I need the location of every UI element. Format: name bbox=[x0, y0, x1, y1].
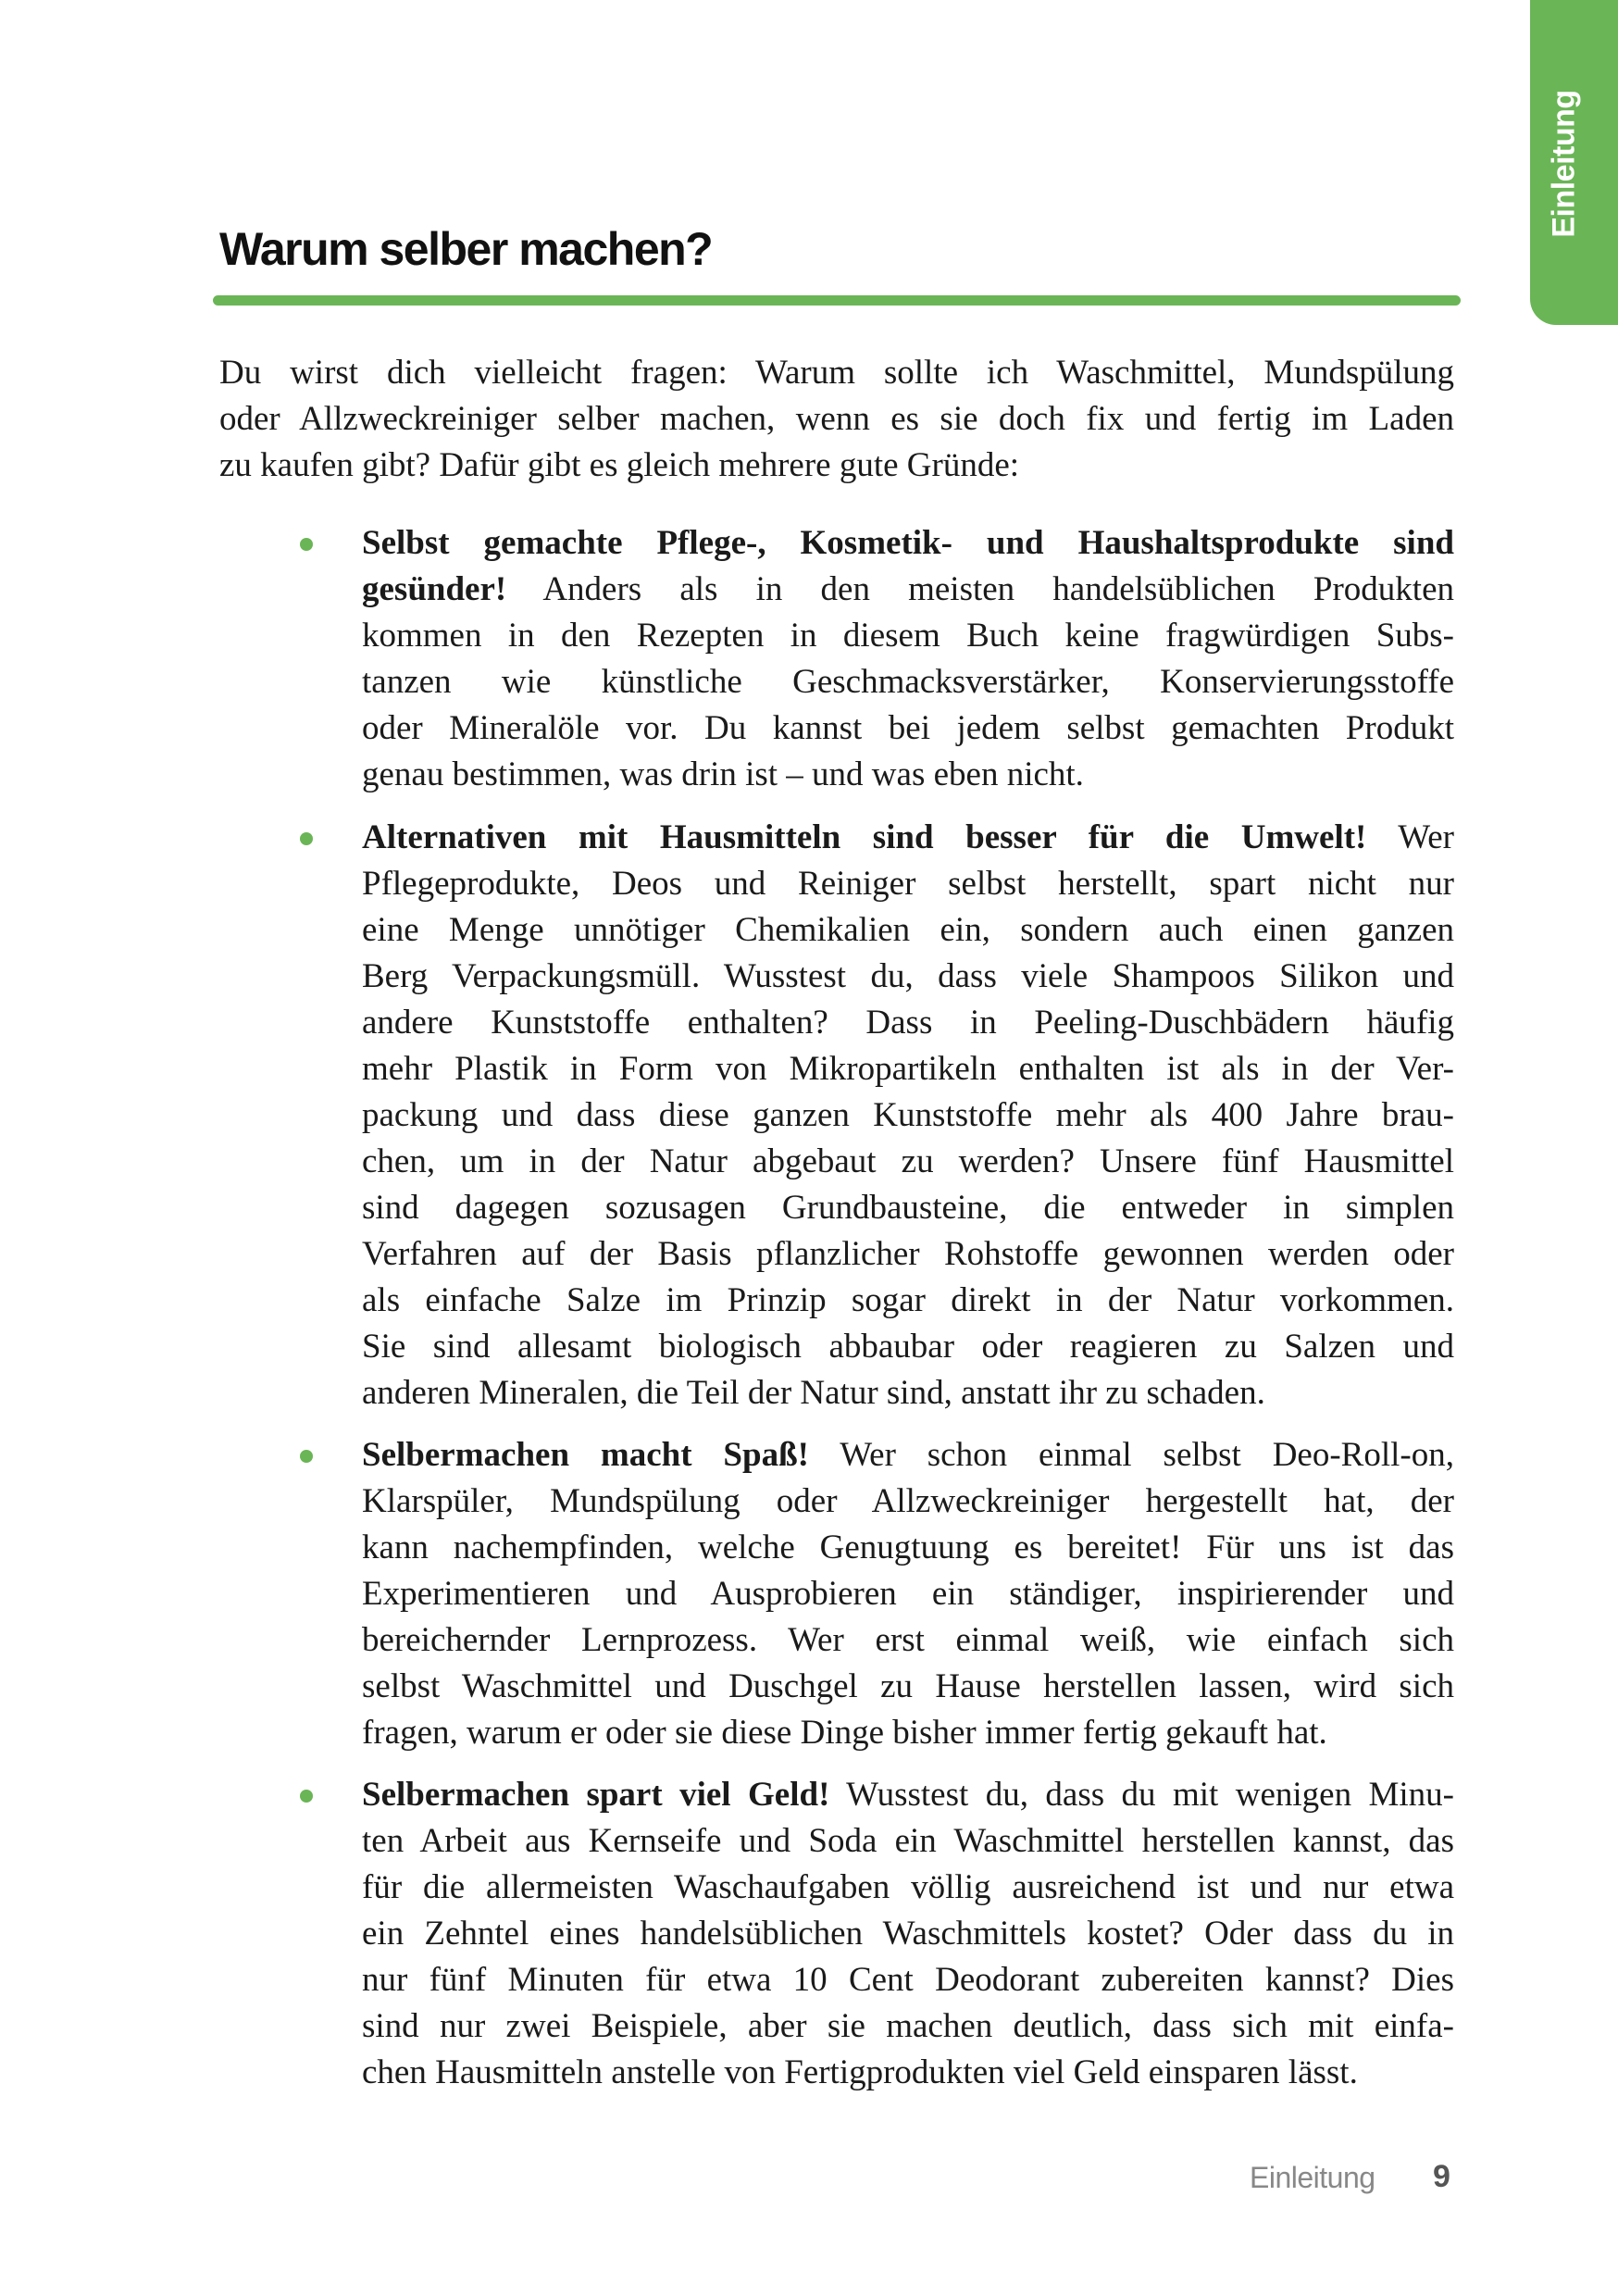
text-line bbox=[362, 1278, 1454, 1324]
bullet-item bbox=[362, 1432, 1454, 1756]
bullet-item bbox=[362, 815, 1454, 1416]
body-text: sind nur zwei Beispiele, aber sie machen deutlich, dass sich mit einfa- bbox=[362, 2007, 1454, 2045]
body-text: sind dagegen sozusagen Grundbausteine, die entweder in simplen bbox=[362, 1189, 1454, 1227]
text-line bbox=[362, 1710, 1454, 1756]
bold-lead-text: Alternativen mit Hausmitteln sind besser für die Umwelt! bbox=[362, 818, 1367, 856]
text-line bbox=[362, 1370, 1454, 1416]
body-text: Sie sind allesamt biologisch abbaubar oder reagieren zu Salzen und bbox=[362, 1328, 1454, 1366]
body-text: fragen, warum er oder sie diese Dinge bisher immer fertig gekauft hat. bbox=[362, 1714, 1327, 1752]
body-text: chen, um in der Natur abgebaut zu werden? Unsere fünf Hausmittel bbox=[362, 1142, 1454, 1180]
text-line bbox=[362, 520, 1454, 567]
text-line bbox=[362, 861, 1454, 907]
bold-lead-text: Selbermachen spart viel Geld! bbox=[362, 1776, 830, 1814]
bullet-icon bbox=[300, 538, 313, 551]
body-text: bereichernder Lernprozess. Wer erst einmal weiß, wie einfach sich bbox=[362, 1621, 1454, 1659]
text-line bbox=[219, 350, 1454, 396]
body-text: Du wirst dich vielleicht fragen: Warum sollte ich Waschmittel, Mundspülung bbox=[219, 354, 1454, 392]
body-text: mehr Plastik in Form von Mikropartikeln enthalten ist als in der Ver- bbox=[362, 1050, 1454, 1088]
bold-lead-text: Selbermachen macht Spaß! bbox=[362, 1436, 809, 1474]
text-line bbox=[362, 1571, 1454, 1617]
text-line bbox=[362, 815, 1454, 861]
body-text: packung und dass diese ganzen Kunststoffe mehr als 400 Jahre brau- bbox=[362, 1096, 1454, 1134]
text-line bbox=[219, 396, 1454, 443]
body-text: zu kaufen gibt? Dafür gibt es gleich mehrere gute Gründe: bbox=[219, 446, 1020, 484]
text-line bbox=[362, 907, 1454, 954]
bullet-icon bbox=[300, 832, 313, 845]
title-divider bbox=[213, 295, 1461, 306]
body-text: oder Mineralöle vor. Du kannst bei jedem selbst gemachten Produkt bbox=[362, 709, 1454, 747]
text-line bbox=[362, 1957, 1454, 2003]
text-line bbox=[362, 1525, 1454, 1571]
body-text: selbst Waschmittel und Duschgel zu Hause herstellen lassen, wird sich bbox=[362, 1667, 1454, 1705]
text-line bbox=[362, 1865, 1454, 1911]
body-text: als einfache Salze im Prinzip sogar direkt in der Natur vorkommen. bbox=[362, 1281, 1454, 1319]
body-text: Wer schon einmal selbst Deo-Roll-on, bbox=[808, 1436, 1454, 1474]
bold-lead-text: gesünder! bbox=[362, 570, 507, 608]
bullet-item bbox=[362, 520, 1454, 798]
text-line bbox=[362, 2003, 1454, 2050]
text-line bbox=[362, 1185, 1454, 1231]
text-line bbox=[362, 1911, 1454, 1957]
bullet-item bbox=[362, 1772, 1454, 2096]
bullet-icon bbox=[300, 1450, 313, 1463]
text-line bbox=[362, 1000, 1454, 1046]
body-text: eine Menge unnötiger Chemikalien ein, sondern auch einen ganzen bbox=[362, 911, 1454, 949]
body-text: kommen in den Rezepten in diesem Buch keine fragwürdigen Subs- bbox=[362, 617, 1454, 655]
body-text: nur fünf Minuten für etwa 10 Cent Deodorant zubereiten kannst? Dies bbox=[362, 1961, 1454, 1999]
text-line bbox=[362, 1664, 1454, 1710]
chapter-tab-label: Einleitung bbox=[1546, 90, 1582, 238]
body-text: Wusstest du, dass du mit wenigen Minu- bbox=[829, 1776, 1455, 1814]
body-text: für die allermeisten Waschaufgaben völlig ausreichend ist und nur etwa bbox=[362, 1868, 1454, 1906]
text-line bbox=[362, 954, 1454, 1000]
footer-section-label: Einleitung bbox=[1250, 2161, 1375, 2194]
body-text: ein Zehntel eines handelsüblichen Waschmittels kostet? Oder dass du in bbox=[362, 1915, 1454, 1953]
body-text: Verfahren auf der Basis pflanzlicher Rohstoffe gewonnen werden oder bbox=[362, 1235, 1454, 1273]
text-line bbox=[219, 443, 1454, 489]
text-line bbox=[362, 1231, 1454, 1278]
text-line bbox=[362, 1818, 1454, 1865]
text-line bbox=[362, 752, 1454, 798]
page-number: 9 bbox=[1433, 2159, 1450, 2194]
body-text: Berg Verpackungsmüll. Wusstest du, dass viele Shampoos Silikon und bbox=[362, 957, 1454, 995]
page-title: Warum selber machen? bbox=[219, 223, 713, 275]
text-line bbox=[362, 567, 1454, 613]
body-text: andere Kunststoffe enthalten? Dass in Peeling-Duschbädern häufig bbox=[362, 1004, 1454, 1042]
body-text: chen Hausmitteln anstelle von Fertigprodukten viel Geld einsparen lässt. bbox=[362, 2053, 1358, 2091]
body-text: tanzen wie künstliche Geschmacksverstärker, Konservierungsstoffe bbox=[362, 663, 1454, 701]
text-line bbox=[362, 1139, 1454, 1185]
text-line bbox=[362, 1324, 1454, 1370]
text-line bbox=[362, 1046, 1454, 1092]
body-text: kann nachempfinden, welche Genugtuung es bereitet! Für uns ist das bbox=[362, 1529, 1454, 1566]
bullet-icon bbox=[300, 1790, 313, 1803]
text-line bbox=[362, 1772, 1454, 1818]
text-line bbox=[362, 2050, 1454, 2096]
text-line bbox=[362, 1617, 1454, 1664]
body-text: Wer bbox=[1366, 818, 1454, 856]
body-text: oder Allzweckreiniger selber machen, wenn es sie doch fix und fertig im Laden bbox=[219, 400, 1454, 438]
text-line bbox=[362, 659, 1454, 705]
intro-paragraph bbox=[219, 350, 1454, 489]
text-line bbox=[362, 1479, 1454, 1525]
text-line bbox=[362, 1092, 1454, 1139]
text-line bbox=[362, 1432, 1454, 1479]
body-text: Pflegeprodukte, Deos und Reiniger selbst herstellt, spart nicht nur bbox=[362, 865, 1454, 903]
body-text: Anders als in den meisten handelsüblichen Produkten bbox=[506, 570, 1454, 608]
body-text: Experimentieren und Ausprobieren ein ständiger, inspirierender und bbox=[362, 1575, 1454, 1613]
body-text: ten Arbeit aus Kernseife und Soda ein Waschmittel herstellen kannst, das bbox=[362, 1822, 1454, 1860]
text-line bbox=[362, 613, 1454, 659]
body-text: anderen Mineralen, die Teil der Natur sind, anstatt ihr zu schaden. bbox=[362, 1374, 1265, 1412]
text-line bbox=[362, 705, 1454, 752]
body-text: genau bestimmen, was drin ist – und was eben nicht. bbox=[362, 755, 1084, 793]
body-text: Klarspüler, Mundspülung oder Allzweckreiniger hergestellt hat, der bbox=[362, 1482, 1454, 1520]
bold-lead-text: Selbst gemachte Pflege-, Kosmetik- und Haushaltsprodukte sind bbox=[362, 524, 1454, 562]
